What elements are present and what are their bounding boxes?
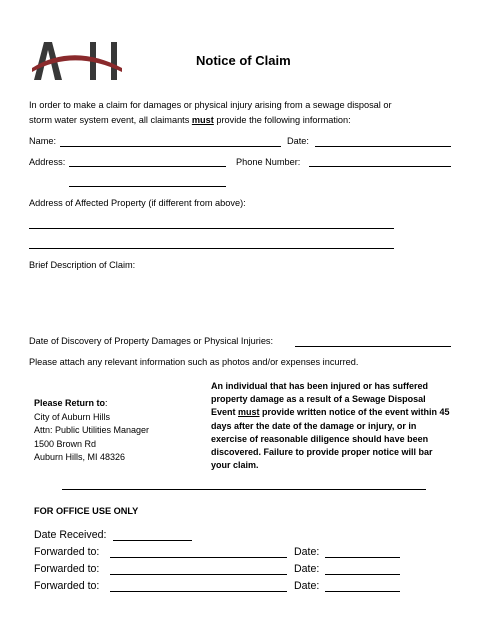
forwarded-date-line-2[interactable] bbox=[325, 574, 400, 575]
forwarded-to-line-3[interactable] bbox=[110, 591, 287, 592]
forwarded-date-label-2: Date: bbox=[294, 563, 320, 575]
address-label: Address: bbox=[29, 157, 66, 167]
return-to-heading-colon: : bbox=[105, 398, 108, 408]
return-to-heading bbox=[34, 397, 149, 411]
intro-line-2 bbox=[29, 114, 351, 126]
brief-description-label: Brief Description of Claim: bbox=[29, 260, 136, 270]
affected-property-label: Address of Affected Property (if different from above): bbox=[29, 198, 246, 208]
forwarded-date-label-3: Date: bbox=[294, 580, 320, 592]
notice-emphasis: must bbox=[238, 407, 260, 418]
name-label: Name: bbox=[29, 136, 57, 146]
forwarded-date-label-1: Date: bbox=[294, 546, 320, 558]
notice-text-part1: An individual that has been injured or has suffered property damage as a result of a Sewage Disposal Event bbox=[211, 381, 429, 418]
date-input-line[interactable] bbox=[315, 146, 451, 147]
forwarded-date-line-3[interactable] bbox=[325, 591, 400, 592]
return-to-line-3: 1500 Brown Rd bbox=[34, 438, 97, 449]
intro-text-after: provide the following information: bbox=[213, 115, 351, 125]
forwarded-to-line-1[interactable] bbox=[110, 557, 287, 558]
date-label: Date: bbox=[287, 136, 309, 146]
forwarded-to-label-3: Forwarded to: bbox=[34, 580, 100, 592]
intro-emphasis: must bbox=[191, 115, 214, 125]
return-to-line-4: Auburn Hills, MI 48326 bbox=[34, 452, 126, 463]
forwarded-to-label-2: Forwarded to: bbox=[34, 563, 100, 575]
forwarded-to-line-2[interactable] bbox=[110, 574, 287, 575]
city-logo bbox=[30, 38, 122, 84]
ah-logo-mark bbox=[30, 38, 122, 84]
phone-input-line[interactable] bbox=[309, 166, 451, 167]
return-to-block bbox=[34, 397, 149, 465]
address-input-line-2[interactable] bbox=[69, 186, 226, 187]
phone-label: Phone Number: bbox=[236, 157, 301, 167]
date-received-line[interactable] bbox=[113, 540, 192, 541]
address-input-line[interactable] bbox=[69, 166, 226, 167]
forwarded-date-line-1[interactable] bbox=[325, 557, 400, 558]
affected-property-line-2[interactable] bbox=[29, 248, 394, 249]
return-to-line-1: City of Auburn Hills bbox=[34, 411, 111, 422]
date-of-discovery-label: Date of Discovery of Property Damages or Physical Injuries: bbox=[29, 336, 274, 346]
attach-note: Please attach any relevant information such as photos and/or expenses incurred. bbox=[29, 357, 359, 367]
page-title: Notice of Claim bbox=[196, 53, 291, 68]
notice-text-part2: provide written notice of the event within 45 days after the date of the damage or injury, or in exercise of reasonable diligence should have been discovered. Failure to provide proper notice will bar your claim. bbox=[211, 407, 450, 471]
intro-text-before: storm water system event, all claimants bbox=[29, 115, 192, 125]
return-to-heading-text: Please Return to bbox=[34, 398, 106, 408]
intro-line-1: In order to make a claim for damages or physical injury arising from a sewage disposal or bbox=[29, 100, 392, 110]
return-to-line-2: Attn: Public Utilities Manager bbox=[34, 425, 150, 436]
date-received-label: Date Received: bbox=[34, 529, 107, 541]
section-divider bbox=[62, 489, 426, 490]
affected-property-line-1[interactable] bbox=[29, 228, 394, 229]
notice-text bbox=[211, 380, 451, 472]
date-of-discovery-line[interactable] bbox=[295, 346, 451, 347]
name-input-line[interactable] bbox=[60, 146, 281, 147]
office-use-heading: FOR OFFICE USE ONLY bbox=[34, 506, 139, 516]
forwarded-to-label-1: Forwarded to: bbox=[34, 546, 100, 558]
